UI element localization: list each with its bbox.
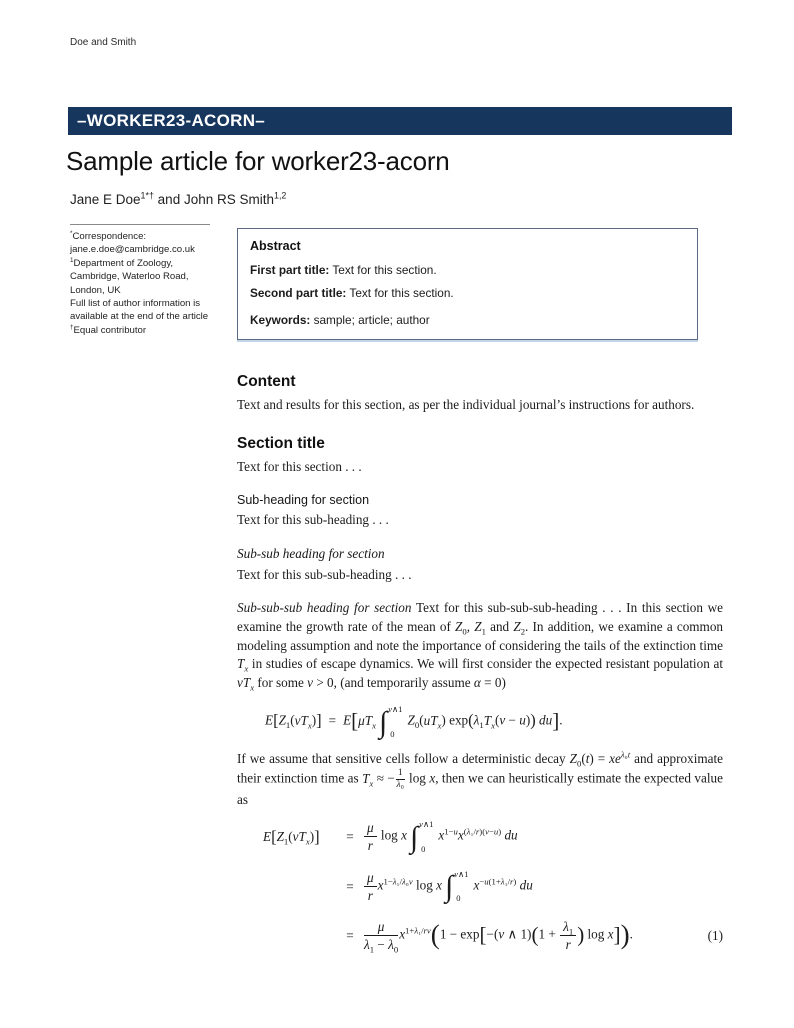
author-info-line-2: available at the end of the article	[70, 311, 209, 323]
equal-contributor-line: †Equal contributor	[70, 323, 147, 336]
abstract-heading: Abstract	[250, 239, 301, 253]
subheading-paragraph: Text for this sub-heading . . .	[237, 512, 389, 528]
article-title: Sample article for worker23-acorn	[66, 146, 450, 176]
content-paragraph: Text and results for this section, as per the individual journal’s instructions for authors.	[237, 397, 695, 412]
display-equation: $E[Z_1(vT_x)] = E[\mu T_x$ ∫ v∧1 0 $Z_0(uT_x) \exp(\lambda_1T_x(v - u))$ du].	[265, 704, 563, 739]
eq-row1-equals: =	[346, 829, 354, 845]
abstract-keywords-label: Keywords:	[250, 313, 311, 327]
sidebar-divider	[70, 224, 210, 225]
abstract-box	[237, 228, 698, 340]
abstract-first-part	[250, 262, 685, 279]
journal-banner	[68, 107, 732, 135]
equation-array	[237, 819, 723, 956]
correspondence-note	[70, 224, 228, 337]
runin-paragraph: Sub-sub-sub heading for section Text for this sub-sub-sub-heading . . . In this section we examine the growth rate of the mean of $Z_0$, $Z_1$ and $Z_2$. In addition, we examine a common modeling assumption and note the importance of considering the tails of the extinction time $T_x$ in studies of escape dynamics. We will first consider the expected resistant population at $vT_x$ for some v > 0, (and temporarily assume α = 0)	[237, 600, 724, 693]
eq-row1-lhs: $E[Z_1(vT_x)]$	[263, 827, 320, 847]
abstract-keywords-text: sample; article; author	[310, 313, 430, 327]
affiliation-line-2: Cambridge, Waterloo Road,	[70, 271, 189, 283]
section-paragraph: Text for this section . . .	[237, 458, 362, 474]
banner-text: –WORKER23-ACORN–	[77, 111, 266, 130]
eq-row2-equals: =	[346, 878, 354, 894]
section-title-heading: Section title	[237, 434, 325, 452]
author-info-line-1: Full list of author information is	[70, 298, 201, 310]
abstract-second-part-label: Second part title:	[250, 286, 347, 300]
subsubheading: Sub-sub heading for section	[237, 545, 385, 561]
content-heading: Content	[237, 373, 296, 390]
abstract-first-part-label: First part title:	[250, 263, 330, 277]
correspondence-email: jane.e.doe@cambridge.co.uk	[70, 244, 195, 256]
abstract-first-part-text: Text for this section.	[329, 263, 437, 277]
correspondence-label: *Correspondence:	[70, 229, 147, 242]
running-head: Doe and Smith	[70, 37, 137, 48]
affiliation-line-1: $^1$Department of Zoology,	[70, 256, 174, 269]
abstract-second-part	[250, 285, 685, 302]
subheading: Sub-heading for section	[237, 493, 370, 508]
eq-row3-number: (1)	[707, 927, 723, 943]
subsubheading-paragraph: Text for this sub-sub-heading . . .	[237, 566, 412, 582]
eq-row3-equals: =	[346, 927, 354, 943]
decay-paragraph: If we assume that sensitive cells follow a deterministic decay $Z_0(t) = xe^{\lambda_0t}$ and approximate their extinction time as $T_x$ ≈ − $\frac{1}{\text{λ₀}}$ log x, then we can heuristically estimate the expected value as	[237, 749, 724, 808]
main-column	[237, 228, 724, 956]
eq-row2-rhs: $\frac{\mu}{r}$ $x^{1-\lambda_1/\lambda_0v}$ log x ∫ v∧1 0 $x^{-u(1+\lambda_1/r)}$ du	[363, 870, 633, 905]
eq-row1-rhs: $\frac{\mu}{r}$ log x ∫ v∧1 0 $x^{1-u}x^{(\lambda_1/r)(v-u)}$ du	[363, 820, 633, 855]
abstract-second-part-text: Text for this section.	[346, 286, 454, 300]
abstract-keywords	[250, 312, 685, 329]
eq-row3-rhs: $\frac{\mu}{\lambda_1 - \lambda_0}$ $x^{1+\lambda_1/rv}(1 - \exp[-(v$ ∧ 1)(1 + $\frac{\lambda_1}{r}$ ) log x]).	[364, 919, 633, 956]
affiliation-line-3: London, UK	[70, 284, 121, 296]
authors-line: Jane E Doe$^{1*\dagger}$ and John RS Smith$^{1,2}$	[70, 190, 287, 207]
